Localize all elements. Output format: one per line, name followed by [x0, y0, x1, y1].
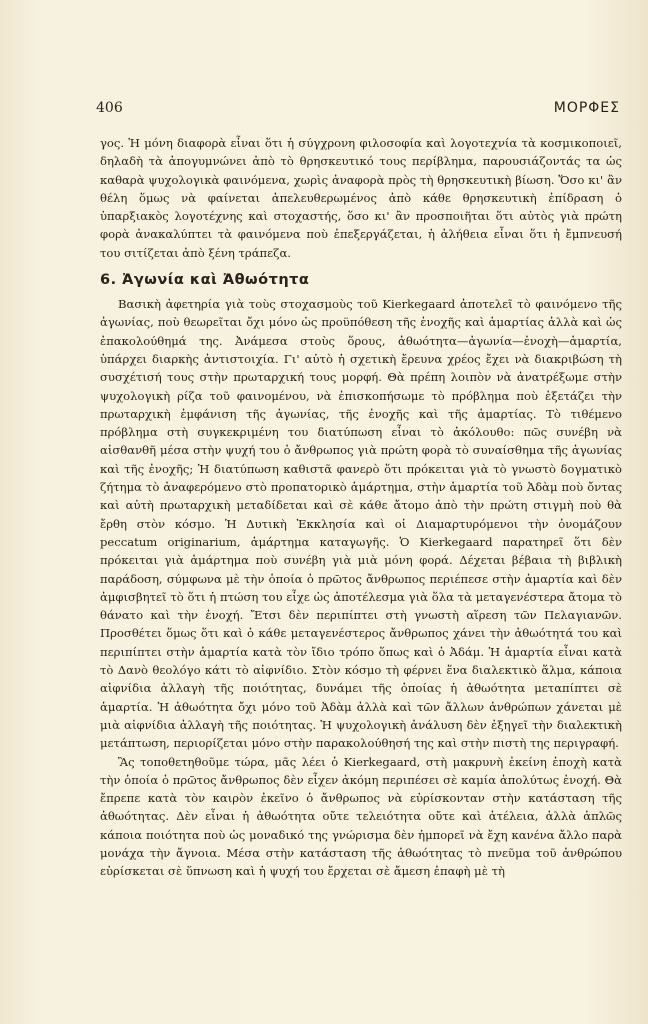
- page-number: 406: [96, 100, 123, 116]
- page-body: [100, 134, 622, 881]
- body-paragraph-2: Ἂς τοποθετηθοῦμε τώρα, μᾶς λέει ὁ Kierkegaard, στὴ μακρυνὴ ἐκείνη ἐποχὴ κατὰ τὴν ὁποία ὁ πρῶτος ἄνθρωπος δὲν εἶχεν ἀκόμη περιπέσει σὲ καμία ἀπολύτως ἐνοχή. Θὰ ἔπρεπε κατὰ τὸν καιρὸν ἐκεῖνο ὁ ἄνθρωπος νὰ εὑρίσκονταν στὴν κατάσταση τῆς ἀθωότητας. Δὲν εἶναι ἡ ἀθωότητα οὔτε τελειότητα οὔτε καὶ ἀτέλεια, ἀλλὰ ἁπλῶς κάποια ποιότητα ποὺ ὡς μοναδικό της γνώρισμα δὲν ἠμπορεῖ νὰ ἔχη κανένα ἄλλο παρὰ μονάχα τὴν ἄγνοια. Μέσα στὴν κατάσταση τῆς ἀθωότητας τὸ πνεῦμα τοῦ ἀνθρώπου εὑρίσκεται σὲ ὕπνωση καὶ ἡ ψυχή του ἔρχεται σὲ ἄμεση ἐπαφὴ μὲ τὴ: [100, 754, 622, 879]
- page-header: [96, 100, 620, 122]
- body-paragraph-1: Βασικὴ ἀφετηρία γιὰ τοὺς στοχασμοὺς τοῦ Kierkegaard ἀποτελεῖ τὸ φαινόμενο τῆς ἀγωνίας, ποὺ θεωρεῖται ὄχι μόνο ὡς προϋπόθεση τῆς ἐνοχῆς καὶ ἁμαρτίας ἀλλὰ καὶ ὡς ἐπακολούθημά της. Ἀνάμεσα στοὺς ὅρους, ἀθωότητα—ἀγωνία—ἐνοχὴ—ἁμαρτία, ὑπάρχει διαρκὴς ἀντιστοιχία. Γι' αὐτὸ ἡ σχετικὴ ἔρευνα χρέος ἔχει νὰ διακριβώση τὴ συσχέτισή τους στὴν πρωταρχική τους μορφή. Θὰ πρέπη λοιπὸν νὰ ἀνατρέξωμε στὴν ψυχολογικὴ ρίζα τοῦ φαινομένου, νὰ ἐπισκοπήσωμε τὸ πρόβλημα ποὺ ἐξετάζει τὴν πρωταρχικὴ ἐμφάνιση τῆς ἀγωνίας, τῆς ἐνοχῆς καὶ τῆς ἁμαρτίας. Τὸ τιθέμενο πρόβλημα στὴ συγκεκριμένη του διατύπωση εἶναι τὸ ἀκόλουθο: πῶς συνέβη νὰ αἰσθανθῆ μέσα στὴν ψυχή του ὁ ἄνθρωπος γιὰ πρώτη φορὰ τὸ συναίσθημα τῆς ἀγωνίας καὶ τῆς ἐνοχῆς; Ἡ διατύπωση καθιστᾶ φανερὸ ὅτι πρόκειται γιὰ τὸ γνωστὸ δογματικὸ ζήτημα τὸ ἀναφερόμενο στὸ προπατορικὸ ἁμάρτημα, στὴν ἁμαρτία τοῦ Ἀδὰμ ποὺ ὄντας καὶ αὐτὴ πρωταρχικὴ μεταδίδεται καὶ σὲ κάθε ἄτομο ἀπὸ τὴν πρώτη στιγμὴ ποὺ θὰ ἔρθη στὸν κόσμο. Ἡ Δυτικὴ Ἐκκλησία καὶ οἱ Διαμαρτυρόμενοι τὴν ὀνομάζουν peccatum originarium, ἁμάρτημα καταγωγῆς. Ὁ Kierkegaard παρατηρεῖ ὅτι δὲν πρόκειται γιὰ ἁμάρτημα ποὺ συνέβη γιὰ μιὰ μόνη φορά. Δέχεται βέβαια τὴ βιβλικὴ παράδοση, σύμφωνα μὲ τὴν ὁποία ὁ πρῶτος ἄνθρωπος περιέπεσε στὴν ἁμαρτία καὶ δὲν ἀμφισβητεῖ τὸ ὅτι ἡ πτώση του εἶχε ὡς ἀποτέλεσμα γιὰ ὅλα τὰ μεταγενέστερα ἄτομα τὸ θάνατο καὶ τὴν ἐνοχή. Ἔτσι δὲν περιπίπτει στὴ γνωστὴ αἵρεση τῶν Πελαγιανῶν. Προσθέτει ὅμως ὅτι καὶ ὁ κάθε μεταγενέστερος ἄνθρωπος χάνει τὴν ἀθωότητά του καὶ περιπίπτει στὴν ἁμαρτία κατὰ τὸν ἴδιο τρόπο ὅπως καὶ ὁ Ἀδάμ. Ἡ ἁμαρτία εἶναι κατὰ τὸ Δανὸ θεολόγο κάτι τὸ αἰφνίδιο. Στὸν κόσμο τὴ φέρνει ἕνα διαλεκτικὸ ἅλμα, κάποια αἰφνίδια ἀλλαγὴ τῆς ποιότητας, δυνάμει τῆς ὁποίας ἡ ἀθωότητα μεταπίπτει σὲ ἁμαρτία. Ἡ ἀθωότητα ὄχι μόνο τοῦ Ἀδὰμ ἀλλὰ καὶ τῶν ἄλλων ἀνθρώπων χάνεται μὲ μιὰ αἰφνίδια ἀλλαγὴ τῆς ποιότητας. Ἡ ψυχολογικὴ ἀνάλυση δὲν ἐξηγεῖ τὴν διαλεκτικὴ μετάπτωση, περιορίζεται μόνο στὴν παρακολούθησή της καὶ στὴν πιστὴ της περιγραφή.: [100, 297, 622, 751]
- intro-paragraph: γος. Ἡ μόνη διαφορὰ εἶναι ὅτι ἡ σύγχρονη φιλοσοφία καὶ λογοτεχνία τὰ κοσμικοποιεῖ, δηλαδὴ τὰ ἀπογυμνώνει ἀπὸ τὸ θρησκευτικό τους περίβλημα, παρουσιάζοντάς τα ὡς καθαρὰ ψυχολογικὰ φαινόμενα, χωρὶς ἀναφορὰ πρὸς τὴ θρησκευτικὴ βίωση. Ὅσο κι' ἂν θέλη ὅμως νὰ φαίνεται ἀπελευθερωμένος ἀπὸ κάθε θρησκευτικὴ ἐπίδραση ὁ ὑπαρξιακὸς λογοτέχνης καὶ στοχαστής, ὅσο κι' ἂν προσποιῆται ὅτι αὐτὸς γιὰ πρώτη φορὰ ἀνακαλύπτει τὰ φαινόμενα ποὺ ἐπεξεργάζεται, ἡ ἀλήθεια εἶναι ὅτι ἡ ἔμπνευσή του σιτίζεται ἀπὸ ξένη τράπεζα.: [100, 136, 622, 260]
- running-head: ΜΟΡΦΕΣ: [553, 100, 620, 116]
- section-heading: 6. Ἀγωνία καὶ Ἀθωότητα: [100, 272, 310, 289]
